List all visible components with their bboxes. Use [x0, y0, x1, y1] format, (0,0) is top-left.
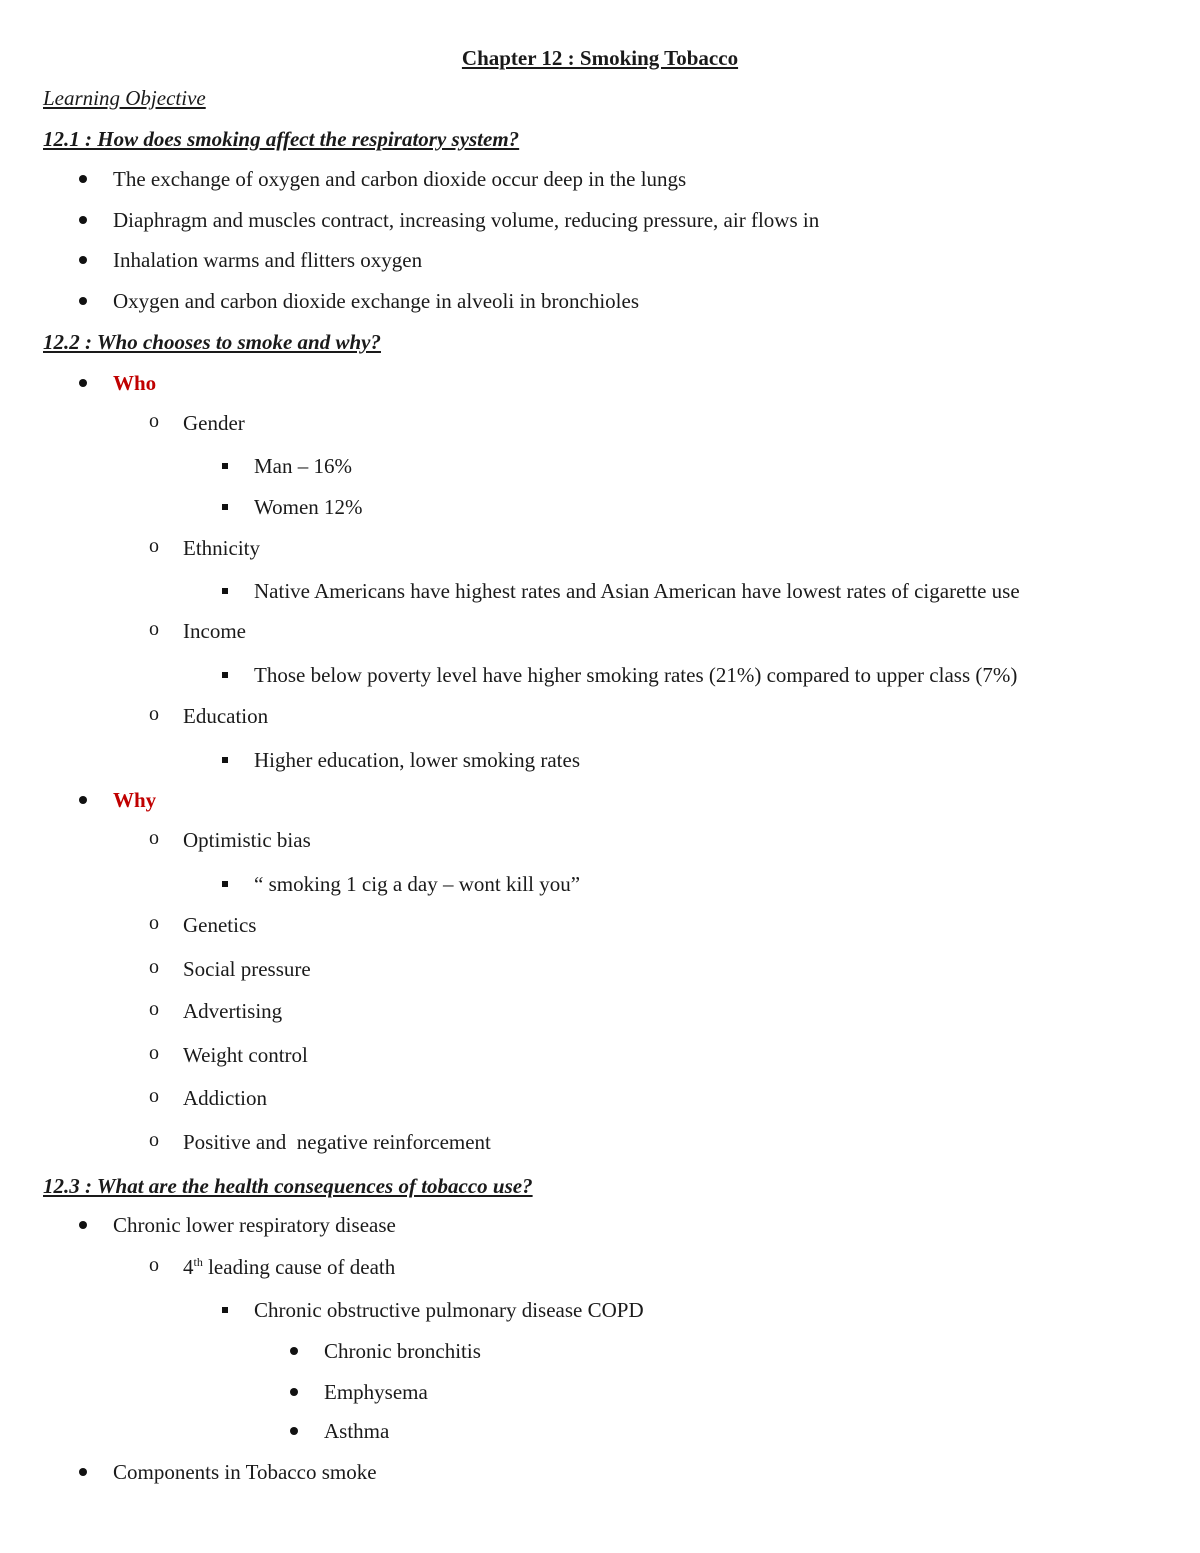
section-heading-12-1: 12.1 : How does smoking affect the respiratory system?	[43, 127, 520, 151]
list-item: o Addiction	[149, 1085, 267, 1110]
section-heading-12-2: 12.2 : Who chooses to smoke and why?	[43, 330, 381, 354]
list-item: o Education	[149, 703, 269, 728]
circle-bullet-icon: o	[149, 618, 159, 640]
list-item: o Weight control	[149, 1042, 308, 1067]
bullet-icon	[290, 1347, 298, 1355]
list-item: Inhalation warms and flitters oxygen	[113, 250, 422, 271]
list-item-why: Why	[113, 790, 156, 811]
circle-bullet-icon: o	[149, 956, 159, 978]
list-item: Asthma	[324, 1421, 389, 1442]
square-bullet-icon	[222, 757, 228, 763]
list-item-who: Who	[113, 373, 156, 394]
square-bullet-icon	[222, 463, 228, 469]
list-item: o Social pressure	[149, 956, 311, 981]
list-item: Higher education, lower smoking rates	[254, 750, 580, 771]
circle-bullet-icon: o	[149, 1042, 159, 1064]
square-bullet-icon	[222, 672, 228, 678]
bullet-icon	[79, 379, 87, 387]
bullet-icon	[79, 256, 87, 264]
list-item: Chronic bronchitis	[324, 1341, 481, 1362]
list-item: Diaphragm and muscles contract, increasing volume, reducing pressure, air flows in	[113, 210, 819, 231]
list-item: The exchange of oxygen and carbon dioxide occur deep in the lungs	[113, 169, 686, 190]
list-item: o Genetics	[149, 912, 257, 937]
list-item: o Optimistic bias	[149, 827, 311, 852]
circle-bullet-icon: o	[149, 912, 159, 934]
circle-bullet-icon: o	[149, 535, 159, 557]
bullet-icon	[79, 297, 87, 305]
list-item: o Gender	[149, 410, 245, 435]
list-item: Chronic obstructive pulmonary disease COPD	[254, 1300, 644, 1321]
bullet-icon	[79, 216, 87, 224]
list-item: Oxygen and carbon dioxide exchange in alveoli in bronchioles	[113, 291, 639, 312]
bullet-icon	[290, 1427, 298, 1435]
list-item: Those below poverty level have higher smoking rates (21%) compared to upper class (7%)	[254, 665, 1017, 686]
list-item: o 4th leading cause of death	[149, 1254, 396, 1279]
square-bullet-icon	[222, 504, 228, 510]
list-item: Man – 16%	[254, 456, 352, 477]
list-item: o Positive and negative reinforcement	[149, 1129, 491, 1154]
bullet-icon	[79, 796, 87, 804]
circle-bullet-icon: o	[149, 998, 159, 1020]
list-item: o Advertising	[149, 998, 283, 1023]
list-item: Native Americans have highest rates and Asian American have lowest rates of cigarette use	[254, 581, 1020, 602]
bullet-icon	[79, 1221, 87, 1229]
circle-bullet-icon: o	[149, 703, 159, 725]
learning-objective-label: Learning Objective	[43, 86, 206, 110]
list-item: Chronic lower respiratory disease	[113, 1215, 396, 1236]
list-item: Women 12%	[254, 497, 363, 518]
list-item: “ smoking 1 cig a day – wont kill you”	[254, 874, 580, 895]
list-item: Components in Tobacco smoke	[113, 1462, 377, 1483]
square-bullet-icon	[222, 881, 228, 887]
bullet-icon	[79, 175, 87, 183]
square-bullet-icon	[222, 1307, 228, 1313]
circle-bullet-icon: o	[149, 410, 159, 432]
circle-bullet-icon: o	[149, 1129, 159, 1151]
circle-bullet-icon: o	[149, 1254, 159, 1276]
page-title: Chapter 12 : Smoking Tobacco	[461, 46, 739, 70]
bullet-icon	[290, 1388, 298, 1396]
section-heading-12-3: 12.3 : What are the health consequences of tobacco use?	[43, 1174, 533, 1198]
list-item: Emphysema	[324, 1382, 428, 1403]
square-bullet-icon	[222, 588, 228, 594]
circle-bullet-icon: o	[149, 827, 159, 849]
bullet-icon	[79, 1468, 87, 1476]
circle-bullet-icon: o	[149, 1085, 159, 1107]
list-item: o Income	[149, 618, 246, 643]
list-item: o Ethnicity	[149, 535, 260, 560]
